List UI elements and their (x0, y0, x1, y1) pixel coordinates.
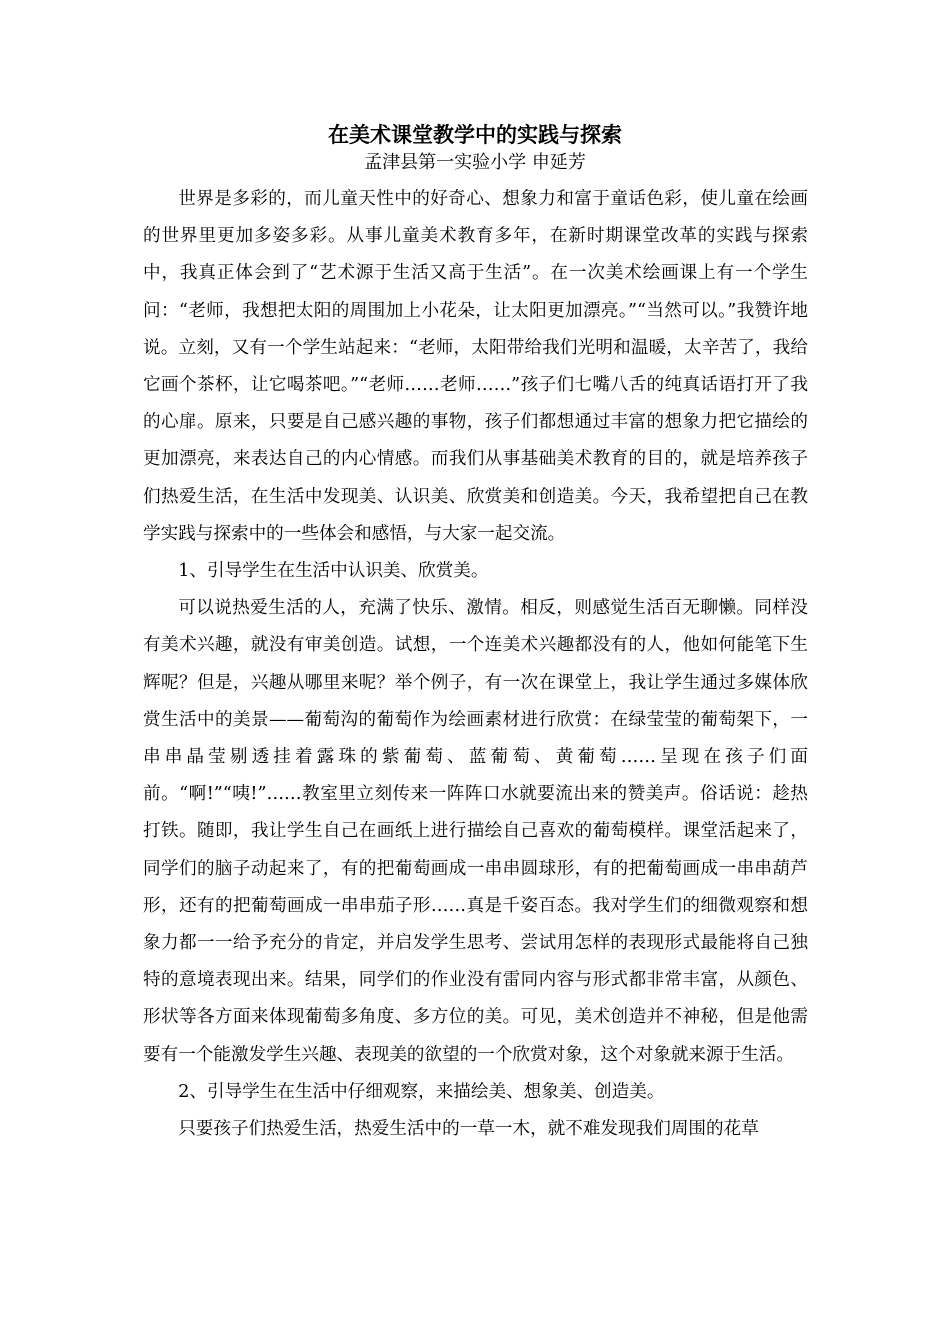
document-title: 在美术课堂教学中的实践与探索 (328, 122, 622, 147)
section-heading-2: 2、引导学生在生活中仔细观察，来描绘美、想象美、创造美。 (178, 1081, 665, 1102)
author-line: 孟津县第一实验小学 申延芳 (364, 152, 586, 173)
intro-paragraph: 世界是多彩的，而儿童天性中的好奇心、想象力和富于童话色彩，使儿童在绘画的世界里更加多姿多彩。从事儿童美术教育多年，在新时期课堂改革的实践与探索中，我真正体会到了“艺术源于生活又高于生活”。在一次美术绘画课上有一个学生问：“老师，我想把太阳的周围加上小花朵，让太阳更加漂亮。”“当然可以。”我赞许地说。立刻，又有一个学生站起来：“老师，太阳带给我们光明和温暖，太辛苦了，我给它画个茶杯，让它喝茶吧。”“老师……老师……”孩子们七嘴八舌的纯真话语打开了我的心扉。原来，只要是自己感兴趣的事物，孩子们都想通过丰富的想象力把它描绘的更加漂亮，来表达自己的内心情感。而我们从事基础美术教育的目的，就是培养孩子们热爱生活，在生活中发现美、认识美、欣赏美和创造美。今天，我希望把自己在教学实践与探索中的一些体会和感悟，与大家一起交流。 (143, 189, 808, 544)
section-2-paragraph: 只要孩子们热爱生活，热爱生活中的一草一木，就不难发现我们周围的花草 (178, 1119, 759, 1140)
section-heading-1: 1、引导学生在生活中认识美、欣赏美。 (178, 561, 489, 582)
document-body (143, 181, 808, 1148)
section-1-paragraph: 可以说热爱生活的人，充满了快乐、激情。相反，则感觉生活百无聊懒。同样没有美术兴趣，就没有审美创造。试想，一个连美术兴趣都没有的人，他如何能笔下生辉呢？但是，兴趣从哪里来呢？举个例子，有一次在课堂上，我让学生通过多媒体欣赏生活中的美景——葡萄沟的葡萄作为绘画素材进行欣赏：在绿莹莹的葡萄架下，一串串晶莹剔透挂着露珠的紫葡萄、蓝葡萄、黄葡萄……呈现在孩子们面前。“啊!”“咦!”……教室里立刻传来一阵阵口水就要流出来的赞美声。俗话说：趁热打铁。随即，我让学生自己在画纸上进行描绘自己喜欢的葡萄模样。课堂活起来了，同学们的脑子动起来了，有的把葡萄画成一串串圆球形，有的把葡萄画成一串串葫芦形，还有的把葡萄画成一串串茄子形……真是千姿百态。我对学生们的细微观察和想象力都一一给予充分的肯定，并启发学生思考、尝试用怎样的表现形式最能将自己独特的意境表现出来。结果，同学们的作业没有雷同内容与形式都非常丰富，从颜色、形状等各方面来体现葡萄多角度、多方位的美。可见，美术创造并不神秘，但是他需要有一个能激发学生兴趣、表现美的欲望的一个欣赏对象，这个对象就来源于生活。 (143, 598, 808, 1065)
